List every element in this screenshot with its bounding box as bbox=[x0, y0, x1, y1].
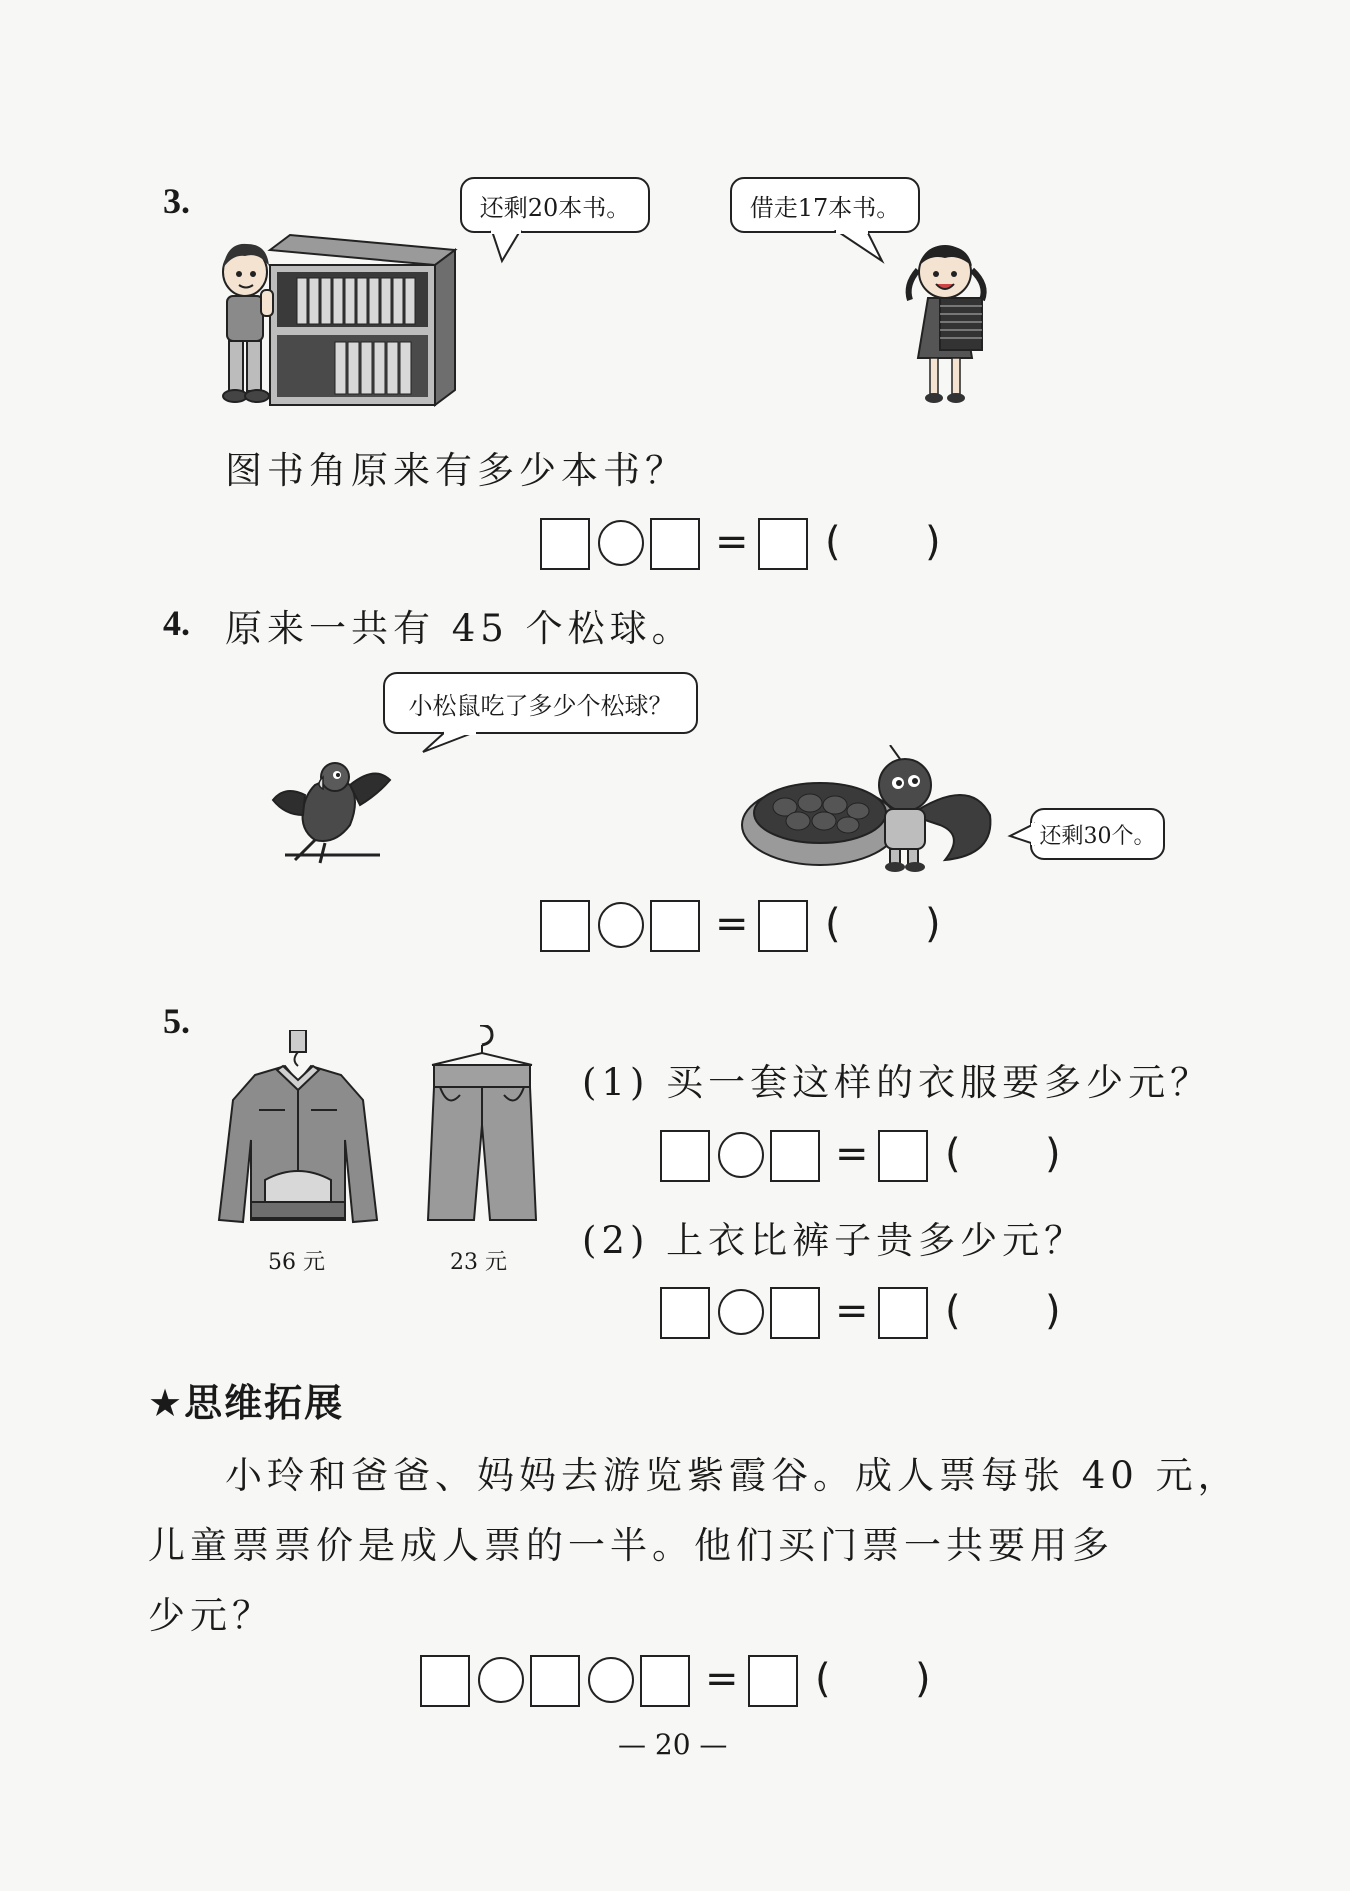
operator-circle[interactable] bbox=[478, 1657, 524, 1703]
question-5-part-1: (1) 买一套这样的衣服要多少元？ bbox=[582, 1061, 1213, 1104]
answer-equation-q5-2 bbox=[660, 1287, 1080, 1341]
operator-circle[interactable] bbox=[598, 520, 644, 566]
girl-with-books-illustration bbox=[900, 240, 1010, 410]
bubble-tail bbox=[1010, 822, 1040, 852]
operator-circle[interactable] bbox=[588, 1657, 634, 1703]
squirrel-basket-illustration bbox=[740, 745, 1005, 875]
answer-box[interactable] bbox=[878, 1287, 928, 1339]
answer-box[interactable] bbox=[748, 1655, 798, 1707]
answer-box[interactable] bbox=[878, 1130, 928, 1182]
answer-box[interactable] bbox=[540, 518, 590, 570]
bubble-tail bbox=[482, 231, 532, 271]
unit-paren-close: ) bbox=[925, 901, 941, 947]
unit-paren-open: ( bbox=[825, 519, 841, 565]
page-number: — 20 — bbox=[618, 1728, 728, 1761]
equals-sign: = bbox=[715, 901, 749, 947]
speech-bubble-squirrel-question bbox=[383, 672, 698, 734]
answer-box[interactable] bbox=[650, 900, 700, 952]
operator-circle[interactable] bbox=[718, 1132, 764, 1178]
bubble-tail bbox=[837, 231, 897, 271]
unit-paren-close: ) bbox=[925, 519, 941, 565]
operator-circle[interactable] bbox=[598, 902, 644, 948]
extension-text-line-1: 小玲和爸爸、妈妈去游览紫霞谷。成人票每张 40 元， bbox=[225, 1454, 1240, 1497]
answer-box[interactable] bbox=[640, 1655, 690, 1707]
extension-text-line-2: 儿童票票价是成人票的一半。他们买门票一共要用多 bbox=[148, 1524, 1114, 1567]
unit-paren-open: ( bbox=[945, 1131, 961, 1177]
answer-box[interactable] bbox=[758, 900, 808, 952]
speech-bubble-borrowed-books bbox=[730, 177, 920, 233]
operator-circle[interactable] bbox=[718, 1289, 764, 1335]
speech-bubble-remaining-pinecones bbox=[1030, 808, 1165, 860]
equals-sign: = bbox=[705, 1656, 739, 1702]
bubble-tail bbox=[423, 732, 483, 772]
question-4-number: 4. bbox=[163, 603, 190, 643]
jacket-price: 56 元 bbox=[268, 1250, 325, 1275]
pants-price: 23 元 bbox=[450, 1250, 507, 1275]
extension-text-line-3: 少元？ bbox=[148, 1594, 274, 1637]
answer-box[interactable] bbox=[770, 1287, 820, 1339]
answer-box[interactable] bbox=[660, 1130, 710, 1182]
answer-equation-q5-1 bbox=[660, 1130, 1080, 1184]
equals-sign: = bbox=[835, 1131, 869, 1177]
bubble-text: 还剩30个。 bbox=[1039, 823, 1156, 849]
bubble-text: 小松鼠吃了多少个松球？ bbox=[408, 691, 673, 720]
answer-equation-extension bbox=[420, 1655, 950, 1709]
speech-bubble-remaining-books bbox=[460, 177, 650, 233]
answer-equation-q4 bbox=[540, 900, 960, 954]
unit-paren-open: ( bbox=[815, 1656, 831, 1702]
unit-paren-open: ( bbox=[825, 901, 841, 947]
answer-box[interactable] bbox=[650, 518, 700, 570]
answer-box[interactable] bbox=[660, 1287, 710, 1339]
question-5-part-2: (2) 上衣比裤子贵多少元？ bbox=[582, 1219, 1087, 1262]
question-4-intro: 原来一共有 45 个松球。 bbox=[225, 607, 694, 650]
answer-box[interactable] bbox=[420, 1655, 470, 1707]
pants-illustration bbox=[420, 1025, 545, 1230]
equals-sign: = bbox=[715, 519, 749, 565]
answer-box[interactable] bbox=[540, 900, 590, 952]
jacket-illustration bbox=[215, 1030, 385, 1230]
unit-paren-close: ) bbox=[915, 1656, 931, 1702]
unit-paren-close: ) bbox=[1045, 1131, 1061, 1177]
equals-sign: = bbox=[835, 1288, 869, 1334]
question-5-number: 5. bbox=[163, 1001, 190, 1041]
bubble-text: 借走17本书。 bbox=[749, 193, 901, 222]
unit-paren-open: ( bbox=[945, 1288, 961, 1334]
answer-box[interactable] bbox=[758, 518, 808, 570]
question-3-text: 图书角原来有多少本书？ bbox=[225, 449, 687, 492]
answer-equation-q3 bbox=[540, 518, 960, 572]
unit-paren-close: ) bbox=[1045, 1288, 1061, 1334]
parrot-illustration bbox=[265, 755, 395, 865]
section-heading-thinking-extension: ★思维拓展 bbox=[148, 1381, 345, 1425]
answer-box[interactable] bbox=[770, 1130, 820, 1182]
boy-bookshelf-illustration bbox=[215, 230, 465, 410]
question-3-number: 3. bbox=[163, 181, 190, 221]
bubble-text: 还剩20本书。 bbox=[479, 193, 631, 222]
answer-box[interactable] bbox=[530, 1655, 580, 1707]
